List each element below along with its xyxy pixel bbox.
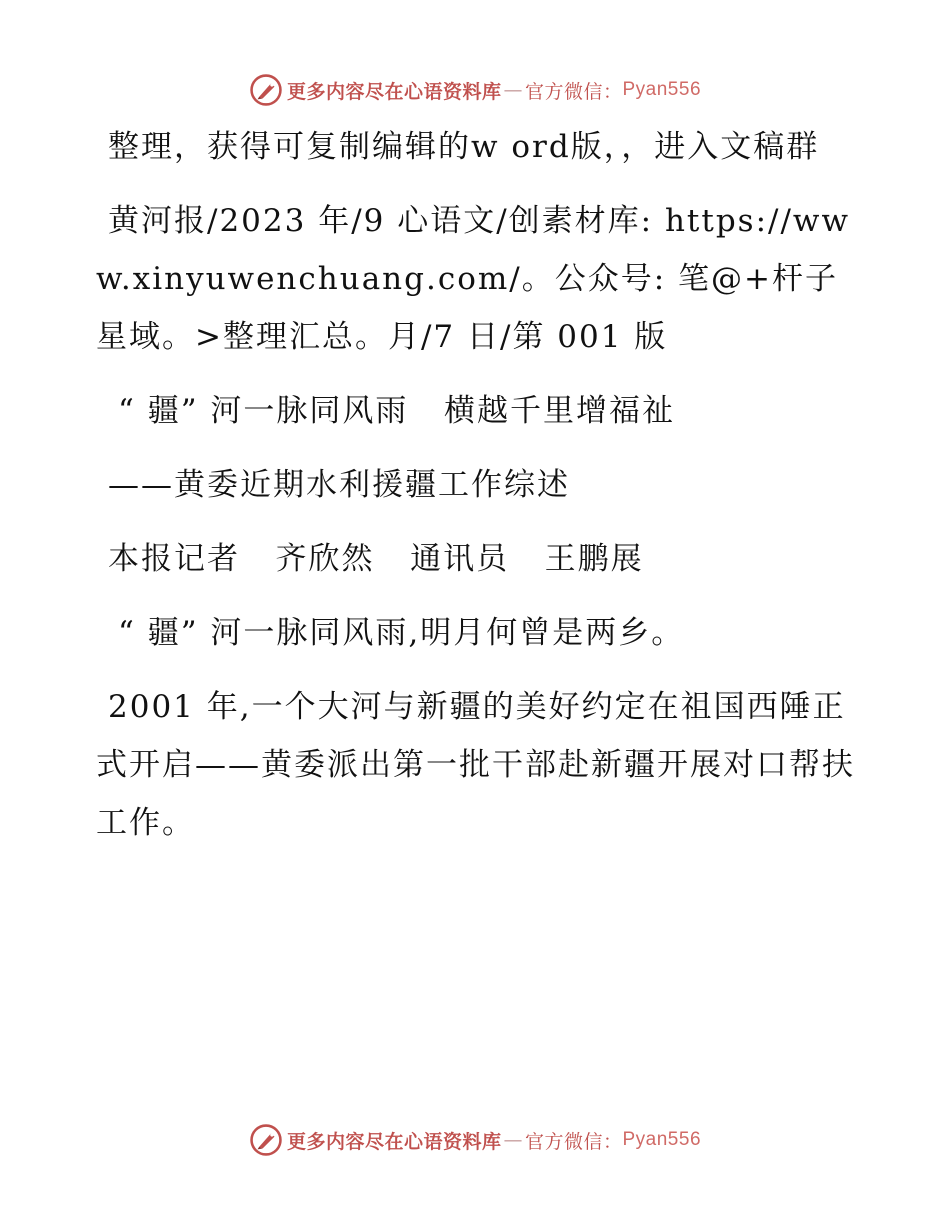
banner-wechat-label: 官方微信：	[524, 80, 623, 103]
headline: “ 疆” 河一脉同风雨 横越千里增福祉	[118, 393, 675, 429]
pen-nib-logo-icon	[249, 1123, 283, 1157]
subheadline: ——黄委近期水利援疆工作综述	[108, 467, 570, 503]
pen-nib-logo-icon	[249, 73, 283, 107]
banner-brand: 更多内容尽在心语资料库	[286, 1130, 502, 1153]
banner-wechat-label: 官方微信：	[524, 1130, 623, 1153]
banner-account: Pyan556	[622, 79, 702, 100]
source-line: 黄河报/2023 年/9 心语文/创素材库: https://www.xinyuwenchuang.com/。公众号: 笔@+杆子星域。>整理汇总。月/7 日/第 001 版	[96, 203, 850, 355]
banner-separator: —	[503, 79, 523, 101]
document-body	[96, 118, 856, 868]
header-watermark-banner	[0, 70, 950, 110]
byline: 本报记者 齐欣然 通讯员 王鹏展	[108, 541, 644, 577]
banner-separator: —	[503, 1129, 523, 1151]
body-paragraph: 2001 年,一个大河与新疆的美好约定在祖国西陲正式开启——黄委派出第一批干部赴新疆开展对口帮扶工作。	[96, 689, 855, 841]
footer-watermark-banner	[0, 1120, 950, 1160]
lead-paragraph: “ 疆” 河一脉同风雨,明月何曾是两乡。	[118, 615, 685, 651]
intro-paragraph: 整理，获得可复制编辑的w ord版，，进入文稿群	[108, 129, 820, 165]
banner-brand: 更多内容尽在心语资料库	[286, 80, 502, 103]
banner-account: Pyan556	[622, 1129, 702, 1150]
